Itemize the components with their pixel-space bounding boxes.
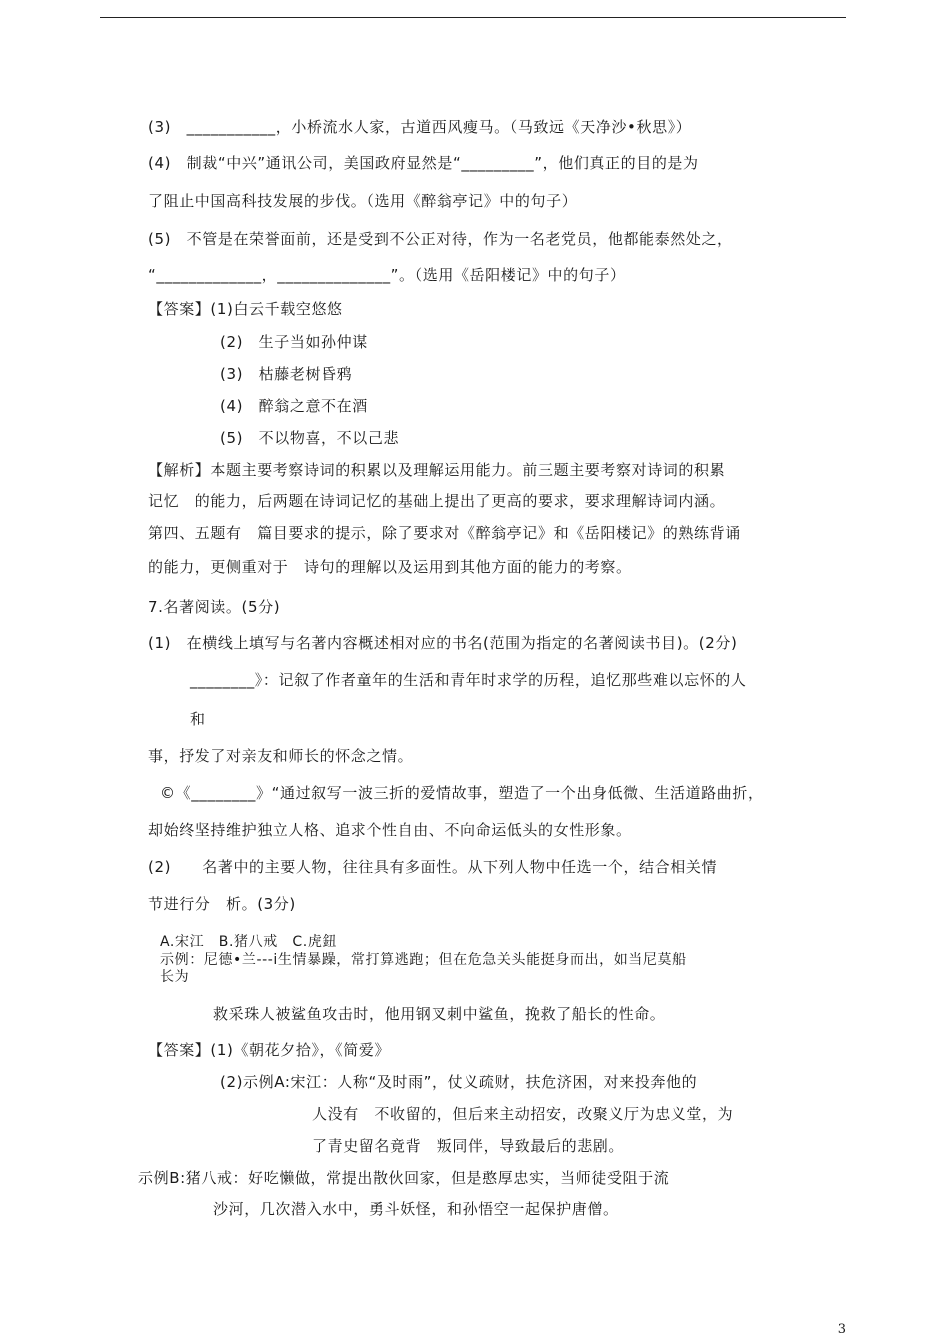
- text-line: (5) 不管是在荣誉面前，还是受到不公正对待，作为一名老党员，他都能泰然处之，: [148, 230, 733, 248]
- text-line: A.宋江 B.猪八戒 C.虎鈕: [160, 934, 338, 950]
- text-line: 【解析】本题主要考察诗词的积累以及理解运用能力。前三题主要考察对诗词的积累: [148, 461, 726, 479]
- text-line: 事，抒发了对亲友和师长的怀念之情。: [148, 747, 414, 765]
- text-line: 7.名著阅读。(5分): [148, 598, 281, 616]
- text-line: 了阻止中国高科技发展的步伐。（选用《醉翁亭记》中的句子）: [148, 192, 578, 210]
- text-line: 沙河，几次潜入水中，勇斗妖怪，和孙悟空一起保护唐僧。: [213, 1200, 619, 1218]
- text-line: ________》：记叙了作者童年的生活和青年时求学的历程，追忆那些难以忘怀的人: [190, 671, 747, 689]
- text-line: 【答案】(1)白云千载空悠悠: [148, 300, 343, 318]
- text-line: 【答案】(1)《朝花夕拾》，《简爱》: [148, 1041, 391, 1059]
- text-line: 人没有 不收留的，但后来主动招安，改聚义厅为忠义堂，为: [312, 1105, 734, 1123]
- text-line: (3) 枯藤老树昏鸦: [220, 365, 353, 383]
- text-line: (4) 醉翁之意不在酒: [220, 397, 368, 415]
- text-line: 的能力，更侧重对于 诗句的理解以及运用到其他方面的能力的考察。: [148, 558, 632, 576]
- text-line: 节进行分 析。(3分): [148, 895, 296, 913]
- text-line: 却始终坚持维护独立人格、追求个性自由、不向命运低头的女性形象。: [148, 821, 632, 839]
- text-line: (4) 制裁“中兴”通讯公司，美国政府显然是“_________”，他们真正的目的是为: [148, 154, 699, 172]
- text-line: (1) 在横线上填写与名著内容概述相对应的书名(范围为指定的名著阅读书目)。(2分): [148, 634, 738, 652]
- text-line: 长为: [160, 969, 190, 985]
- text-line: 救采珠人被鲨鱼攻击时，他用钢叉刺中鲨鱼，挽救了船长的性命。: [213, 1005, 666, 1023]
- text-line: “_____________，______________”。（选用《岳阳楼记》中的句子）: [148, 266, 626, 284]
- text-line: 了青史留名竟背 叛同伴，导致最后的悲剧。: [312, 1137, 625, 1155]
- text-line: ©《________》“通过叙写一波三折的爱情故事，塑造了一个出身低微、生活道路曲折，: [160, 784, 764, 802]
- header-rule: [100, 17, 846, 18]
- text-line: 示例：尼德•兰---i生情暴躁，常打算逃跑；但在危急关头能挺身而出，如当尼莫船: [160, 952, 687, 968]
- page-number: 3: [837, 1322, 846, 1337]
- text-line: (5) 不以物喜，不以己悲: [220, 429, 400, 447]
- text-line: (3) ___________，小桥流水人家，古道西风瘦马。（马致远《天净沙•秋思》）: [148, 118, 692, 136]
- text-line: 第四、五题有 篇目要求的提示，除了要求对《醉翁亭记》和《岳阳楼记》的熟练背诵: [148, 524, 741, 542]
- text-line: 记忆 的能力，后两题在诗词记忆的基础上提出了更高的要求，要求理解诗词内涵。: [148, 492, 726, 510]
- text-line: 示例B:猪八戒：好吃懒做，常提出散伙回家，但是憨厚忠实，当师徒受阻于流: [138, 1169, 670, 1187]
- text-line: (2) 名著中的主要人物，往往具有多面性。从下列人物中任选一个，结合相关情: [148, 858, 718, 876]
- text-line: (2)示例A:宋江：人称“及时雨”，仗义疏财，扶危济困，对来投奔他的: [220, 1073, 698, 1091]
- text-line: 和: [190, 710, 206, 728]
- text-line: (2) 生子当如孙仲谋: [220, 333, 368, 351]
